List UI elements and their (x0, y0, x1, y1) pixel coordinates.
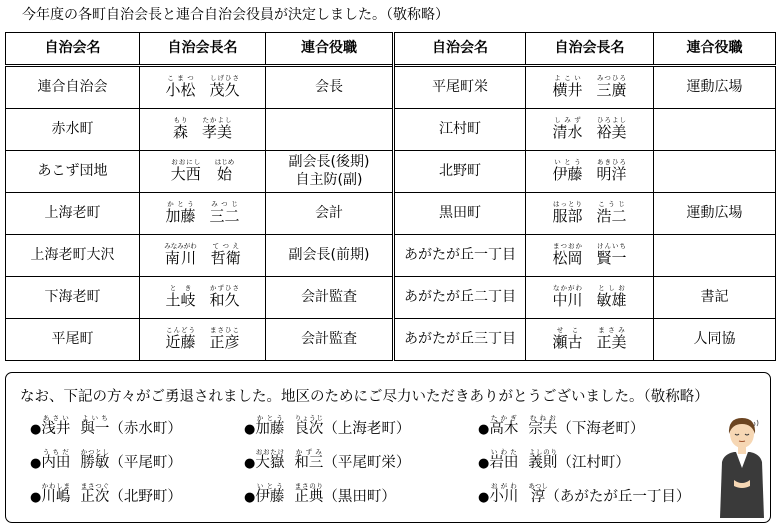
federation-role: 会長 (266, 66, 394, 109)
retiree-area: （赤水町） (109, 421, 182, 437)
retiree-entry (244, 448, 410, 472)
retiree-area: （上海老町） (323, 421, 411, 437)
area-name: 平尾町 (6, 319, 140, 361)
family-name: 川嶋かわしま (41, 482, 71, 505)
retiree-entry (478, 482, 690, 506)
given-name: 明洋あきひろ (596, 158, 627, 184)
given-name: 哲衛てつえ (210, 242, 241, 268)
given-name: 淳あつし (528, 482, 548, 505)
bullet-icon: ● (244, 422, 256, 437)
retiree-area: （あがたが丘一丁目） (545, 489, 691, 505)
given-name: 始はじめ (214, 158, 235, 184)
given-name: 與一よいち (80, 414, 110, 437)
retiree-entry (244, 482, 396, 506)
given-name: 正彦まさひこ (209, 326, 240, 352)
family-name: 大西おおにし (170, 158, 201, 184)
family-name: 伊藤いとう (255, 482, 285, 505)
given-name: 敏雄としお (596, 284, 627, 310)
federation-role (266, 109, 394, 151)
given-name: 裕美ひろよし (596, 116, 627, 142)
family-name: 内田うちだ (41, 448, 71, 471)
chair-name (526, 193, 654, 235)
retiree-area: （江村町） (557, 455, 630, 471)
area-name: あがたが丘二丁目 (394, 277, 526, 319)
family-name: 中川なかがわ (552, 284, 583, 310)
federation-role: 副会長(前期) (266, 235, 394, 277)
table-row (6, 193, 776, 235)
area-name: 上海老町 (6, 193, 140, 235)
family-name: 高木たかぎ (489, 414, 519, 437)
family-name: 瀬古せこ (552, 326, 583, 352)
area-name: 連合自治会 (6, 66, 140, 109)
page-title: 今年度の各町自治会長と連合自治会役員が決定しました。（敬称略） (22, 7, 449, 23)
given-name: 宗夫むねお (528, 414, 558, 437)
chair-name (526, 151, 654, 193)
mouth-icon (739, 441, 745, 442)
column-header-role: 連合役職 (266, 33, 394, 66)
bullet-icon: ● (30, 490, 42, 505)
chair-name (526, 319, 654, 361)
bullet-icon: ● (30, 456, 42, 471)
retiree-entry (30, 414, 182, 438)
column-header-chair: 自治会長名 (140, 33, 266, 66)
federation-role: 書記 (654, 277, 776, 319)
family-name: 大嶽おおたけ (255, 448, 285, 471)
bowing-person-illustration (716, 410, 768, 522)
family-name: 森もり (172, 116, 188, 142)
table-row (6, 66, 776, 109)
family-name: 岩田いわた (489, 448, 519, 471)
family-name: 加藤かとう (165, 200, 196, 226)
given-name: 勝敏かつとし (80, 448, 110, 471)
retiree-entry (30, 448, 182, 472)
column-header-area: 自治会名 (394, 33, 526, 66)
area-name: 江村町 (394, 109, 526, 151)
chair-name (140, 193, 266, 235)
given-name: 賢一けんいち (596, 242, 627, 268)
family-name: 服部はっとり (552, 200, 583, 226)
sweat-mark-icon (757, 420, 758, 426)
area-name: 平尾町栄 (394, 66, 526, 109)
federation-role: 人同協 (654, 319, 776, 361)
given-name: 正典まさのり (294, 482, 324, 505)
chair-name (140, 66, 266, 109)
federation-role: 会計 (266, 193, 394, 235)
retiree-area: （北野町） (109, 489, 182, 505)
area-name: 上海老町大沢 (6, 235, 140, 277)
table-row (6, 319, 776, 361)
federation-role: 運動広場 (654, 193, 776, 235)
table-header-row (6, 33, 776, 66)
family-name: 浅井あさい (41, 414, 71, 437)
given-name: 正次まさつぐ (80, 482, 110, 505)
retiree-area: （下海老町） (557, 421, 645, 437)
given-name: 正美まさみ (596, 326, 627, 352)
area-name: 黒田町 (394, 193, 526, 235)
bullet-icon: ● (478, 422, 490, 437)
retiree-entry (30, 482, 182, 506)
area-name: 北野町 (394, 151, 526, 193)
given-name: 和久かずひさ (209, 284, 240, 310)
officers-table (5, 32, 776, 361)
family-name: 清水しみず (552, 116, 583, 142)
chair-name (526, 277, 654, 319)
family-name: 小川おがわ (489, 482, 519, 505)
column-header-chair: 自治会長名 (526, 33, 654, 66)
retiree-area: （黒田町） (323, 489, 396, 505)
column-header-role: 連合役職 (654, 33, 776, 66)
notice-text: なお、下記の方々がご勇退されました。地区のためにご尽力いただきありがとうございました。（敬称略） (20, 389, 709, 405)
bullet-icon: ● (244, 490, 256, 505)
table-row (6, 235, 776, 277)
sweat-mark-icon (754, 422, 755, 426)
family-name: 土岐とき (165, 284, 196, 310)
family-name: 松岡まつおか (552, 242, 583, 268)
federation-role (654, 235, 776, 277)
chair-name (526, 235, 654, 277)
area-name: あがたが丘三丁目 (394, 319, 526, 361)
federation-role: 会計監査 (266, 277, 394, 319)
chair-name (140, 151, 266, 193)
retiree-entry (478, 414, 644, 438)
area-name: あがたが丘一丁目 (394, 235, 526, 277)
retiree-area: （平尾町） (109, 455, 182, 471)
retiree-entry (478, 448, 630, 472)
federation-role: 運動広場 (654, 66, 776, 109)
family-name: 南川みなみがわ (164, 242, 197, 268)
column-header-area: 自治会名 (6, 33, 140, 66)
chair-name (140, 235, 266, 277)
family-name: 小松こまつ (165, 74, 196, 100)
chair-name (526, 66, 654, 109)
given-name: 三廣みつひろ (596, 74, 627, 100)
federation-role: 副会長(後期) 自主防(副) (266, 151, 394, 193)
bullet-icon: ● (478, 456, 490, 471)
retiree-entry (244, 414, 410, 438)
federation-role (654, 109, 776, 151)
family-name: 近藤こんどう (165, 326, 196, 352)
table-row (6, 277, 776, 319)
given-name: 茂久しげひさ (209, 74, 240, 100)
family-name: 加藤かとう (255, 414, 285, 437)
chair-name (140, 109, 266, 151)
table-row (6, 109, 776, 151)
given-name: 孝美たかよし (202, 116, 233, 142)
retiree-area: （平尾町栄） (323, 455, 411, 471)
family-name: 横井よこい (552, 74, 583, 100)
chair-name (140, 319, 266, 361)
area-name: 赤水町 (6, 109, 140, 151)
area-name: あこず団地 (6, 151, 140, 193)
given-name: 良次りょうじ (294, 414, 324, 437)
chair-name (526, 109, 654, 151)
given-name: 義則よしのり (528, 448, 558, 471)
bullet-icon: ● (244, 456, 256, 471)
bullet-icon: ● (478, 490, 490, 505)
given-name: 三二みつじ (209, 200, 240, 226)
area-name: 下海老町 (6, 277, 140, 319)
federation-role: 会計監査 (266, 319, 394, 361)
given-name: 和三かずみ (294, 448, 324, 471)
bullet-icon: ● (30, 422, 42, 437)
table-row (6, 151, 776, 193)
federation-role (654, 151, 776, 193)
chair-name (140, 277, 266, 319)
given-name: 浩二こうじ (596, 200, 627, 226)
family-name: 伊藤いとう (552, 158, 583, 184)
